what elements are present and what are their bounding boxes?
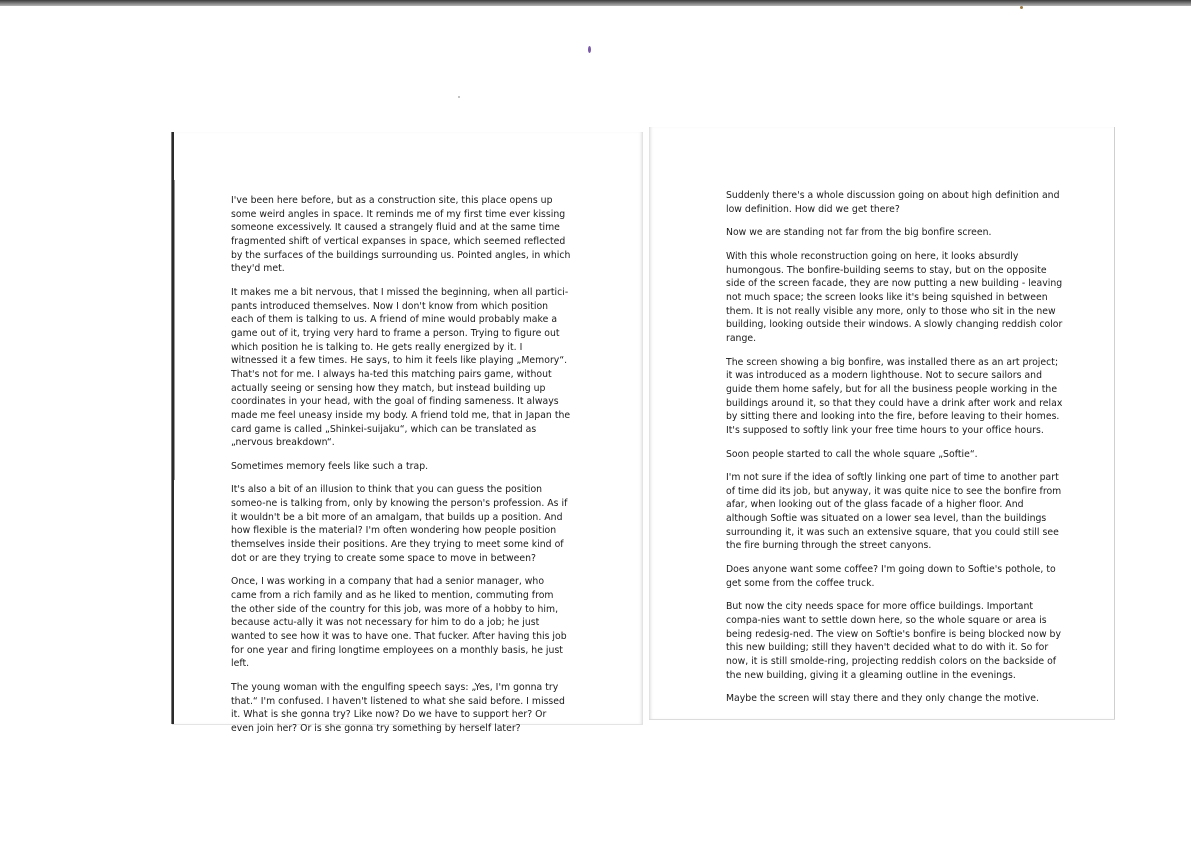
right-paragraph: Maybe the screen will stay there and they only change the motive. — [726, 693, 1039, 705]
small-dust-mark — [458, 96, 460, 98]
left-page — [172, 132, 643, 734]
right-page-text — [726, 189, 1064, 716]
right-paragraph: I'm not sure if the idea of softly linking one part of time to another part of time did its job, but anyway, it was quite nice to see the bonfire from afar, when looking out of the glass facade of a higher floor. And although Softie was situated on a lower sea level, than the buildings surrounding it, it was such an extensive square, that you could still see the fire burning through the street canyons. — [726, 472, 1062, 552]
left-page-text — [231, 194, 571, 746]
left-paragraph: I've been here before, but as a construction site, this place opens up some weird angles in space. It reminds me of my first time ever kissing someone excessively. It caused a strangely fluid and at the same time fragmented shift of vertical expanses in space, which seemed reflected by the surfaces of the buildings surrounding us. Pointed angles, in which they'd met. — [231, 195, 571, 275]
left-paragraph: It makes me a bit nervous, that I missed the beginning, when all partici-pants introduced themselves. Now I don't know from which position each of them is talking to us. A friend of mine would probably make a game out of it, trying very hard to frame a person. Trying to figure out which position he is talking to. He gets really energized by it. I witnessed it a few times. He says, to him it feels like playing „Memory“. That's not for me. I always ha-ted this matching pairs game, without actually seeing or sensing how they match, but instead building up coordinates in your head, with the goal of finding sameness. It always made me feel uneasy inside my body. A friend told me, that in Japan the card game is called „Shinkei-suijaku“, which can be translated as „nervous breakdown“. — [231, 286, 571, 449]
left-paragraph: Sometimes memory feels like such a trap. — [231, 460, 429, 472]
page-binding-line — [174, 180, 175, 480]
right-paragraph: Now we are standing not far from the big bonfire screen. — [726, 227, 992, 239]
right-paragraph: Suddenly there's a whole discussion going on about high definition and low definition. How did we get there? — [726, 190, 1060, 215]
right-paragraph: With this whole reconstruction going on here, it looks absurdly humongous. The bonfire-building seems to stay, but on the opposite side of the screen facade, they are now putting a new building - leaving not much space; the screen looks like it's being squished in between them. It is not really visible any more, only to those who sit in the new building, looking outside their windows. A slowly changing reddish color range. — [726, 250, 1063, 344]
right-paragraph: Does anyone want some coffee? I'm going down to Softie's pothole, to get some from the coffee truck. — [726, 564, 1056, 589]
right-paragraph: But now the city needs space for more office buildings. Important compa-nies want to settle down here, so the whole square or area is being redesig-ned. The view on Softie's bonfire is being blocked now by this new building; still they haven't decided what to do with it. So for now, it is still smolde-ring, projecting reddish colors on the backside of the new building, giving it a gleaming outline in the evenings. — [726, 601, 1062, 681]
left-paragraph: The young woman with the engulfing speech says: „Yes, I'm gonna try that.“ I'm confused. I haven't listened to what she said before. I missed it. What is she gonna try? Like now? Do we have to support her? Or even join her? Or is she gonna try something by herself later? — [231, 682, 565, 734]
right-page — [649, 127, 1115, 719]
right-paragraph: The screen showing a big bonfire, was installed there as an art project; it was introduced as a modern lighthouse. Not to secure sailors and guide them home safely, but for all the business people working in the buildings around it, so that they could have a drink after work and relax by sitting there and looking into the fire, before leaving to their homes. It's supposed to softly link your free time hours to your office hours. — [726, 356, 1063, 436]
scanner-top-edge — [0, 0, 1191, 6]
left-paragraph: Once, I was working in a company that had a senior manager, who came from a rich family and as he liked to mention, commuting from the other side of the country for this job, was more of a hobby to him, because actu-ally it was not necessary for him to do a job; he just wanted to see how it was to have one. That fucker. After having this job for one year and firing longtime employees on a monthly basis, he just left. — [231, 576, 567, 670]
left-paragraph: It's also a bit of an illusion to think that you can guess the position someo-ne is talking from, only by knowing the person's profession. As if it wouldn't be a bit more of an amalgam, that builds up a position. And how flexible is the material? I'm often wondering how people position themselves inside their positions. Are they trying to meet some kind of dot or are they trying to create some space to move in between? — [231, 484, 568, 564]
brown-dust-mark — [1020, 6, 1023, 9]
purple-ink-mark — [588, 46, 591, 53]
right-paragraph: Soon people started to call the whole square „Softie“. — [726, 448, 978, 460]
